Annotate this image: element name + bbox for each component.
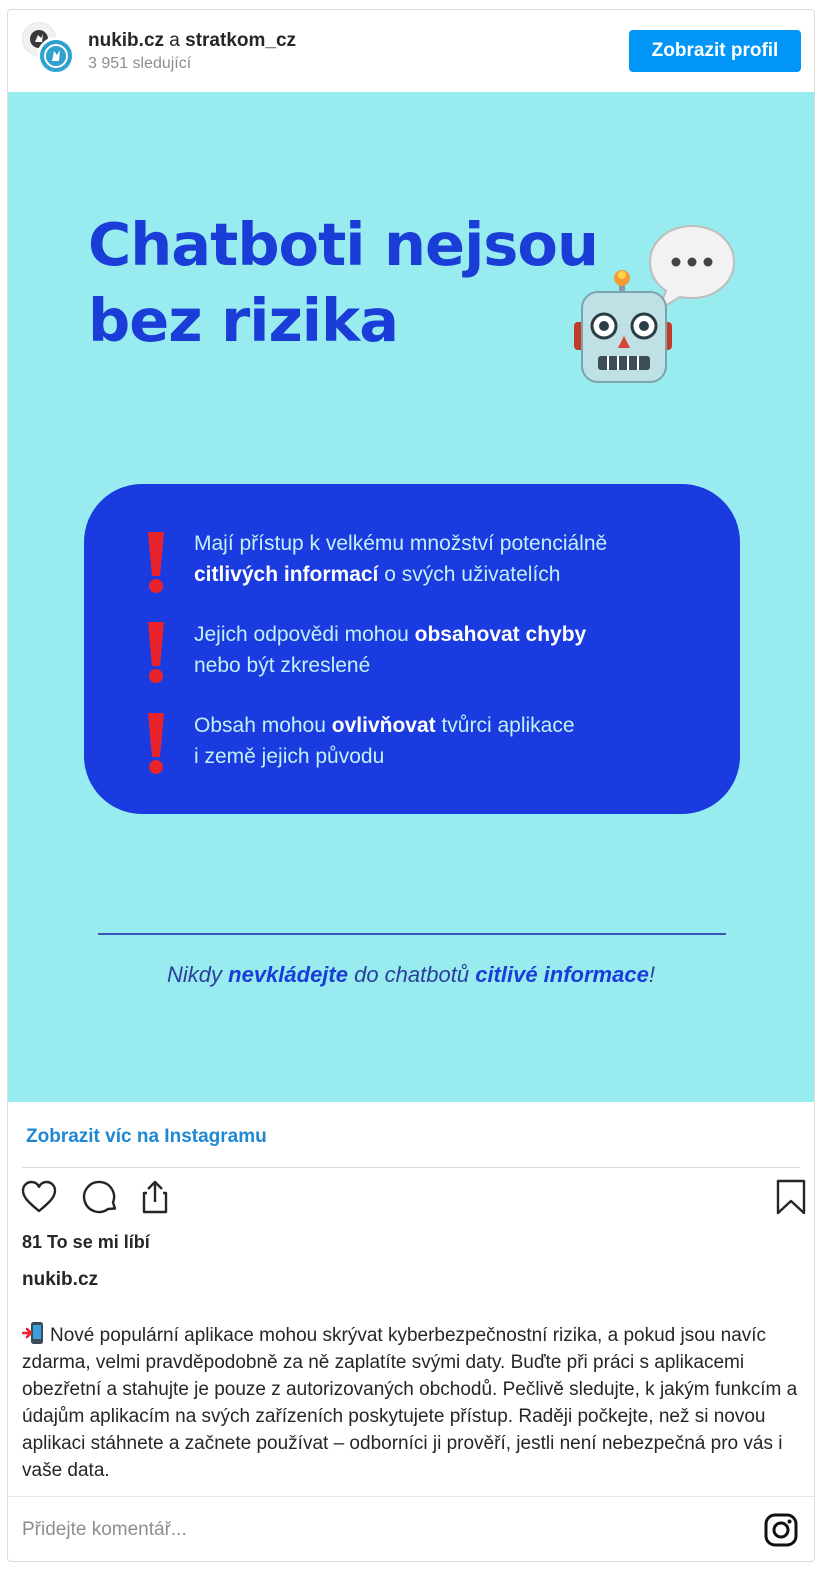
footer-part-4: citlivé informace — [475, 962, 649, 987]
action-bar — [20, 1178, 802, 1218]
risk-item-2-bold: obsahovat chyby — [414, 623, 587, 646]
post-header — [8, 10, 814, 92]
risk-item-2-line-2: nebo být zkreslené — [194, 654, 371, 677]
caption-username[interactable]: nukib.cz — [22, 1269, 99, 1290]
divider — [22, 1167, 800, 1168]
followers-count: 3 951 sledující — [88, 55, 192, 72]
footer-part-3: do chatbotů — [347, 962, 476, 987]
nukib-logo-icon — [43, 43, 69, 69]
risk-item-3-rest: tvůrci aplikace — [435, 714, 575, 737]
risk-item-3-line-1 — [194, 710, 575, 741]
view-profile-button[interactable]: Zobrazit profil — [629, 30, 801, 72]
risk-item-2-plain: Jejich odpovědi mohou — [194, 623, 415, 646]
instagram-embed-card — [7, 9, 815, 1562]
account-names — [88, 30, 296, 52]
account-link-stratkom[interactable]: stratkom_cz — [185, 30, 297, 51]
risk-item-1-bold: citlivých informací — [194, 563, 379, 586]
media-title-line-2: bez rizika — [88, 286, 399, 355]
risk-item-1 — [194, 528, 607, 590]
carousel-dot[interactable] — [384, 1153, 391, 1160]
risk-item-3-line-2: i země jejich původu — [194, 745, 385, 768]
risk-item-2 — [194, 619, 586, 681]
footer-part-2: nevkládejte — [228, 962, 348, 987]
media-divider — [98, 933, 726, 935]
carousel-dot[interactable] — [408, 1153, 415, 1160]
footer-part-1: Nikdy — [167, 962, 229, 987]
risk-list-box — [84, 484, 740, 814]
account-conjunction: a — [164, 30, 186, 51]
bookmark-icon[interactable] — [772, 1178, 810, 1216]
media-title — [88, 207, 608, 359]
heart-icon[interactable] — [20, 1178, 58, 1216]
risk-item-2-line-1 — [194, 619, 586, 650]
risk-item-1-rest: o svých uživatelích — [378, 563, 561, 586]
comment-icon[interactable] — [82, 1178, 120, 1216]
caption-text — [22, 1321, 804, 1484]
account-link-nukib[interactable]: nukib.cz — [88, 30, 165, 51]
risk-item-3-bold: ovlivňovat — [331, 714, 436, 737]
instagram-logo-icon[interactable] — [764, 1513, 798, 1547]
carousel-dot[interactable] — [420, 1153, 427, 1160]
carousel-dots — [384, 1153, 427, 1160]
add-comment-input[interactable] — [22, 1510, 742, 1550]
risk-item-1-line-2 — [194, 559, 607, 590]
media-title-line-1: Chatboti nejsou — [88, 210, 598, 279]
risk-item-1-line-1: Mají přístup k velkému množství potenciálně — [194, 532, 608, 555]
caption-body: Nové populární aplikace mohou skrývat kyberbezpečnostní rizika, a pokud jsou navíc zdarma, velmi pravděpodobně za ně zaplatíte svými daty. Buďte při práci s aplikacemi obezřetní a stahujte je pouze z autorizovaných obchodů. Pečlivě sledujte, k jakým funkcím a údajům aplikacím na svých zařízeních poskytujete přístup. Raději počkejte, než si novou aplikaci stáhnete a začnete používat – odborníci ji prověří, jestli není nebezpečná pro vás i vaše data. — [22, 1325, 798, 1481]
exclamation-icon — [142, 530, 170, 594]
avatar-nukib[interactable] — [37, 37, 75, 75]
footer-part-5: ! — [648, 962, 655, 987]
robot-icon — [568, 218, 738, 388]
media-footer-message — [8, 962, 814, 988]
mobile-phone-arrow-emoji-icon — [22, 1321, 44, 1345]
share-icon[interactable] — [136, 1178, 174, 1216]
view-more-on-instagram-link[interactable]: Zobrazit víc na Instagramu — [26, 1126, 267, 1147]
risk-item-3-plain: Obsah mohou — [194, 714, 332, 737]
post-media[interactable] — [8, 92, 814, 1102]
avatar-group[interactable] — [22, 22, 78, 78]
likes-count[interactable]: 81 To se mi líbí — [22, 1232, 150, 1252]
divider — [8, 1496, 814, 1497]
exclamation-icon — [142, 711, 170, 775]
risk-item-3 — [194, 710, 575, 772]
exclamation-icon — [142, 620, 170, 684]
carousel-dot[interactable] — [396, 1153, 403, 1160]
